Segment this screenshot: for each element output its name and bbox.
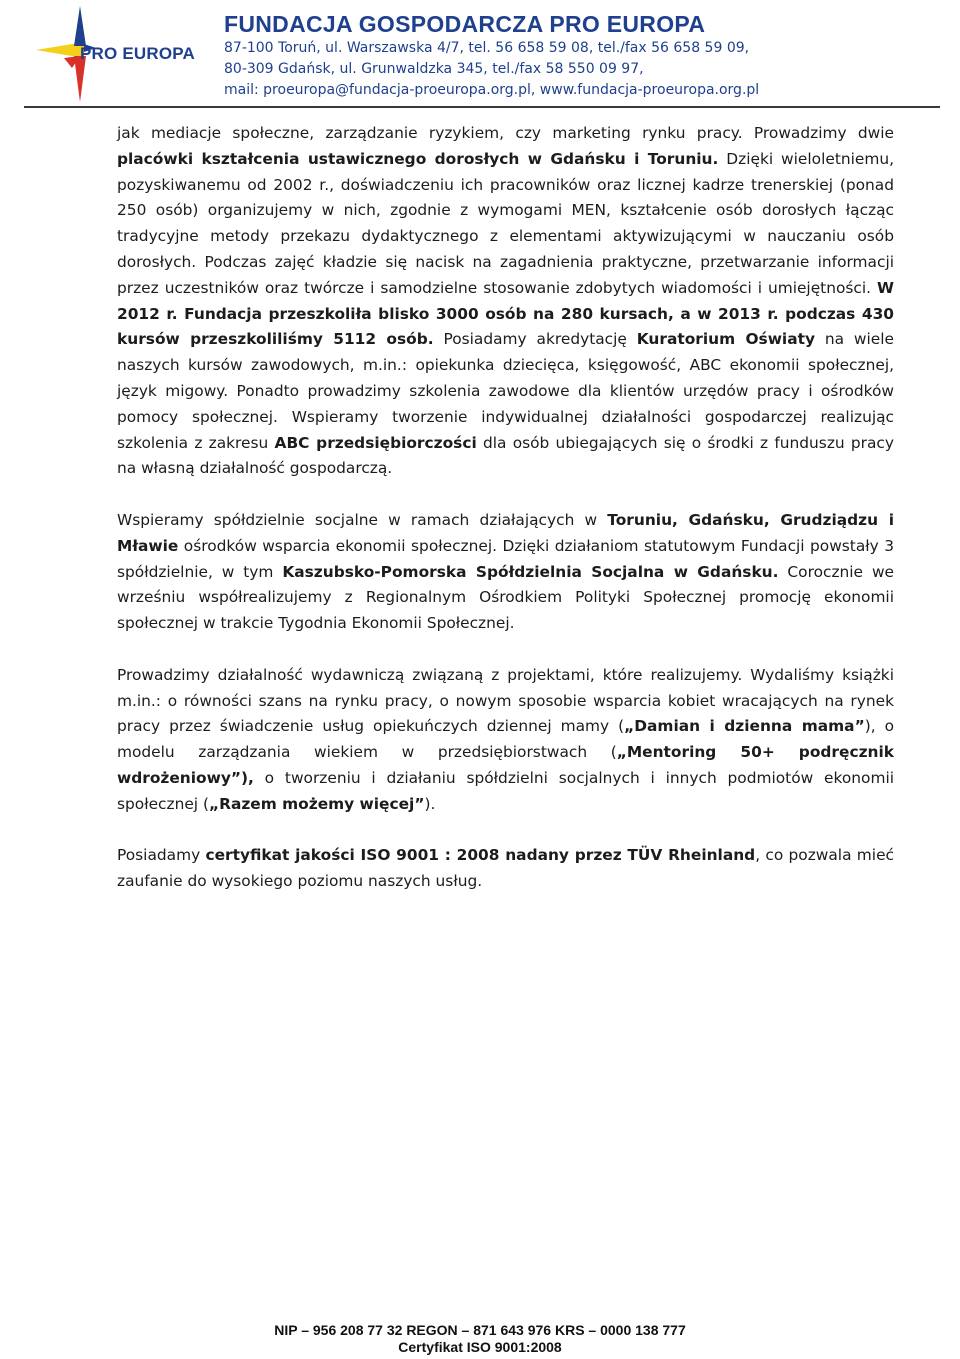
- text-run: o tworzeniu i działaniu spółdzielni socjalnych i innych podmiotów ekonomii społecznej (: [117, 768, 894, 813]
- text-run: ośrodków wsparcia ekonomii społecznej. Dzięki działaniom statutowym Fundacji powstały 3 spółdzielnie, w tym: [117, 536, 894, 581]
- contact-line: mail: proeuropa@fundacja-proeuropa.org.pl, www.fundacja-proeuropa.org.pl: [224, 82, 760, 98]
- paragraph-education: [117, 121, 894, 482]
- logo-text: PRO EUROPA: [80, 44, 196, 63]
- text-run: Posiadamy akredytację: [433, 330, 637, 349]
- text-run: Prowadzimy działalność wydawniczą związaną z projektami, które realizujemy. Wydaliśmy książki m.in.: o równości szans na rynku pracy, o nowym sposobie wsparcia kobiet wracających na rynek pracy przez świadczenie usług opiekuńczych dziennej mamy (: [117, 665, 894, 736]
- address-gdansk: 80-309 Gdańsk, ul. Grunwaldzka 345, tel./fax 58 550 09 97,: [224, 61, 644, 77]
- bold-text-run: Kuratorium Oświaty: [636, 330, 815, 349]
- text-run: Dzięki wieloletniemu, pozyskiwanemu od 2002 r., doświadczeniu ich pracowników oraz licznej kadrze trenerskiej (ponad 250 osób) organizujemy w nich, zgodnie z wymogami MEN, kształcenie osób dorosłych łącząc tradycyjne metody przekazu dydaktycznego z elementami aktywizującymi w nauczaniu osób dorosłych. Podczas zajęć kładzie się nacisk na zagadnienia praktyczne, przetwarzanie informacji przez uczestników oraz twórcze i samodzielne stosowanie zdobytych wiadomości i umiejętności.: [117, 149, 894, 297]
- pro-europa-logo: [36, 6, 206, 102]
- text-run: Corocznie we wrześniu współrealizujemy z Regionalnym Ośrodkiem Polityki Społecznej promocję ekonomii społecznej w trakcie Tygodnia Ekonomii Społecznej.: [117, 562, 895, 633]
- document-body: [117, 121, 894, 895]
- organization-info: [224, 10, 759, 101]
- text-run: ).: [424, 794, 436, 813]
- bold-text-run: W 2012 r. Fundacja przeszkoliła blisko 3000 osób na 280 kursach, a w 2013 r. podczas 430 kursów przeszkoliliśmy 5112 osób.: [117, 278, 894, 349]
- header-divider: [24, 106, 940, 108]
- text-run: Posiadamy: [117, 846, 206, 865]
- organization-name: FUNDACJA GOSPODARCZA PRO EUROPA: [224, 11, 706, 37]
- bold-text-run: ABC przedsiębiorczości: [274, 433, 477, 452]
- bold-text-run: Kaszubsko-Pomorska Spółdzielnia Socjalna w Gdańsku.: [282, 562, 779, 581]
- paragraph-certificate: [117, 843, 894, 895]
- bold-text-run: placówki kształcenia ustawicznego dorosłych w Gdańsku i Toruniu.: [117, 149, 719, 168]
- footer-registry-numbers: NIP – 956 208 77 32 REGON – 871 643 976 KRS – 0000 138 777: [274, 1322, 686, 1338]
- address-torun: 87-100 Toruń, ul. Warszawska 4/7, tel. 56 658 59 08, tel./fax 56 658 59 09,: [224, 40, 750, 56]
- bold-text-run: „Razem możemy więcej”: [208, 794, 425, 813]
- letterhead: [0, 0, 960, 110]
- bold-text-run: „Damian i dzienna mama”: [624, 717, 865, 736]
- footer: [0, 1322, 960, 1356]
- bold-text-run: certyfikat jakości ISO 9001 : 2008 nadany przez TÜV Rheinland: [205, 846, 756, 865]
- text-run: jak mediacje społeczne, zarządzanie ryzykiem, czy marketing rynku pracy. Prowadzimy dwie: [117, 124, 894, 142]
- text-run: ), o modelu zarządzania wiekiem w przedsiębiorstwach (: [117, 717, 894, 762]
- bold-text-run: „Mentoring 50+ podręcznik wdrożeniowy”),: [117, 743, 894, 787]
- footer-certificate: Certyfikat ISO 9001:2008: [398, 1339, 562, 1355]
- text-run: , co pozwala mieć zaufanie do wysokiego poziomu naszych usług.: [117, 846, 894, 891]
- paragraph-cooperatives: [117, 508, 894, 637]
- text-run: Wspieramy spółdzielnie socjalne w ramach działających w: [117, 510, 608, 529]
- text-run: dla osób ubiegających się o środki z funduszu pracy na własną działalność gospodarczą.: [117, 433, 894, 478]
- paragraph-publications: [117, 663, 894, 818]
- text-run: na wiele naszych kursów zawodowych, m.in.: opiekunka dziecięca, księgowość, ABC ekonomii społecznej, język migowy. Ponadto prowadzimy szkolenia zawodowe dla klientów urzędów pracy i ośrodków pomocy społecznej. Wspieramy tworzenie indywidualnej działalności gospodarczej realizując szkolenia z zakresu: [117, 330, 894, 452]
- bold-text-run: Toruniu, Gdańsku, Grudziądzu i Mławie: [117, 510, 894, 555]
